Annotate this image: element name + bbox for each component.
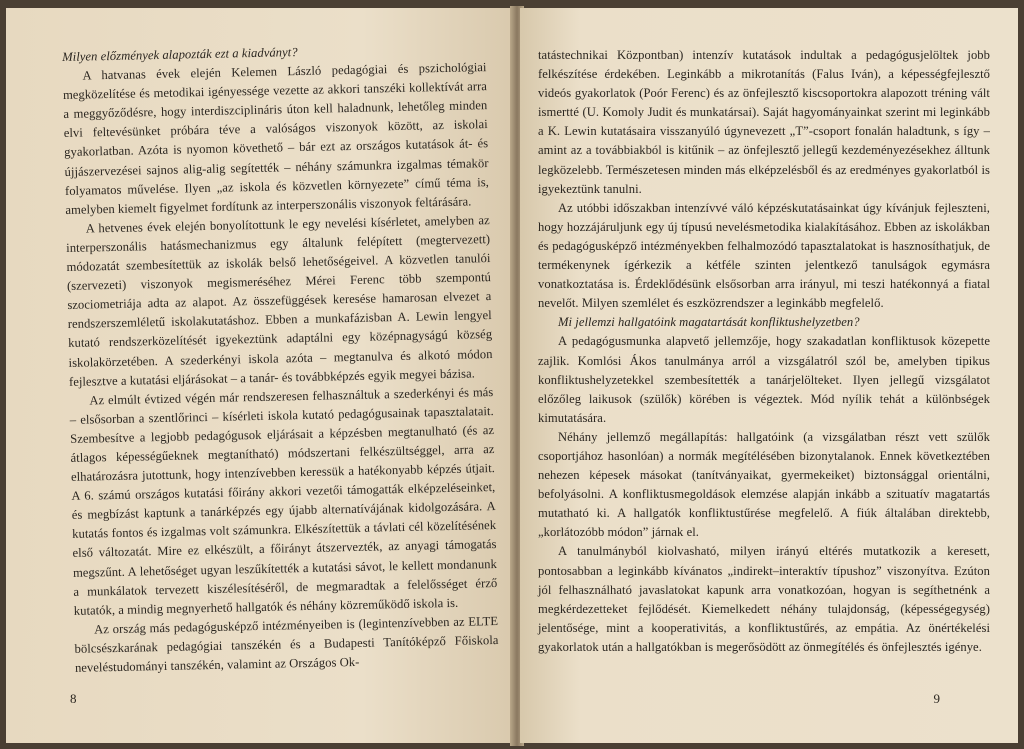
right-page-text <box>538 46 990 657</box>
paragraph: Az elmúlt évtized végén már rendszeresen felhasználtuk a szederkényi és más – elsősorban a szentlőrinci – kísérleti iskola kutató pedagógusainak tapasztalatait. Szembesítve a legjobb pedagógusok eljárásait a képzésben megtanulható (és az átlagos képességűeknek megtanítható) módszertani felkészültséggel, arra az elhatározásra jutottunk, hogy intenzívebben keressük a hatékonyabb képzés útjait. A 6. számú országos kutatási főirány akkori vezetői támogatták elképzeléseinket, és megbízást kaptunk a tanárképzés egy újabb alternatívájának kidolgozására. A kutatás fontos és izgalmas volt számunkra. Elkészítettük a távlati cél közelítésének első változatát. Mire ez elkészült, a főirányt átszervezték, az anyagi támogatás megszűnt. A lehetőséget ugyan leszűkítették a kutatási sávot, le kellett mondanunk a munkálatok tervezett kiszélesítéséről, de megmaradtak a felelősséget érző kutatók, a mindig megnyerhető hallgatók és néhány közreműködő iskola is. <box>69 384 498 618</box>
right-page <box>520 8 1018 743</box>
page-number: 9 <box>933 691 940 706</box>
section-subheading: Mi jellemzi hallgatóink magatartását konfliktushelyzetben? <box>558 315 860 330</box>
paragraph: Az utóbbi időszakban intenzívvé váló képzéskutatásainkat úgy kívánjuk fejleszteni, hogy hozzájáruljunk egy új típusú nevelésmetodika kialakításához. Ebben az iskolákban és pedagógusképző intézményekben felhalmozódó tapasztalatokat is hasznosíthatjuk, de termékenynek ígérkezik a kétféle szinten jelentkező tanulságok egymásra vonatkoztatása is. Érdeklődésünk elsősorban arra irányul, mi teszi hatékonnyá a fiatal nevelőt. Milyen szemlélet és eszközrendszer a leginkább megfelelő. <box>538 200 990 311</box>
paragraph: A tanulmányból kiolvasható, milyen irányú eltérés mutatkozik a keresett, pontosabban a leginkább kívánatos „indirekt–interaktív típushoz” viszonyítva. Ezúton jól felhasználható javaslatokat kapunk arra vonatkozóan, hogyan is segíthetnénk a megkérdezetteket fejlődését. Kiemelkedett néhány tulajdonság, (képességegység) jelentősége, mint a kooperativitás, a konfliktustűrés, az empátia. Az önértékelési gyakorlatok után a hallgatókban is megerősödött az önmegítélés és önfejlesztés igénye. <box>538 544 990 654</box>
paragraph: tatástechnikai Központban) intenzív kutatások indultak a pedagógusjelöltek jobb felkészítése érdekében. Leginkább a mikrotanítás (Falus Iván), a képességfejlesztő videós gyakorlatok (Poór Ferenc) és az önfejlesztő kiscsoportokra alapozott tréning vált ismertté (U. Komoly Judit és munkatársai). Saját hagyományainkat szerint mi leginkább a K. Lewin kutatásaira visszanyúló úgynevezett „T”-csoport fonalán haladtunk, s így – amint az a továbbiakból is kitűnik – az önfejlesztő jellegű kezdeményezésekhez álltunk legközelebb. Természetesen minden más elképzelésből és az eredményes gyakorlatból is igyekeztünk tanulni. <box>538 48 990 196</box>
paragraph: A hatvanas évek elején Kelemen László pedagógiai és pszichológiai megközelítése és metodikai igényessége vezette az akkori tanszéki kollektívát arra a meggyőződésre, hogy interdiszciplináris úton kell haladnunk, lehetőleg minden elvi feltevésünket próbára téve a valóságos viszonyok között, az iskolai gyakorlatban. Azóta is nyomon követhető – bár ezt az országos kutatások át- és újjászervezései sajnos alig-alig segítették – néhány számunkra izgalmas témakör folyamatos művelése. Ilyen „az iskola és közvetlen környezete” című téma is, amelyben kiemelt figyelmet fordítunk az interperszonális viszonyok feltárására. <box>62 60 490 217</box>
section-heading: Milyen előzmények alapozták ezt a kiadványt? <box>62 45 298 64</box>
paragraph: Az ország más pedagógusképző intézményeiben is (legintenzívebben az ELTE bölcsészkarának pedagógiai tanszékén és a Budapesti Tanítóképző Főiskola neveléstudományi tanszékén, valamint az Országos Ok- <box>74 613 499 675</box>
left-page-text <box>62 39 499 678</box>
paragraph: A hetvenes évek elején bonyolítottunk le egy nevelési kísérletet, amelyben az interperszonális hatásmechanizmus egy általunk felépített (megtervezett) módozatát szembesítettük az iskolák belső lehetőségeivel. A közvetlen tanulói (szervezeti) viszonyok megismeréséhez Mérei Ferenc több szempontú szociometriája adta az alapot. Az összefüggések keresése hamarosan elvezet a rendszerszemléletű iskolakutatáshoz. Ebben a munkafázisban A. Lewin lengyel kutató rendszerközelítését igyekeztünk adaptálni egy középnagyságú község iskolakörzetében. A szederkényi iskola azóta – megtanulva és alkotó módon fejlesztve a kutatási eljárásokat – a tanár- és továbbképzés egyik megyei bázisa. <box>66 212 493 389</box>
paragraph: A pedagógusmunka alapvető jellemzője, hogy szakadatlan konfliktusok közepette zajlik. Komlósi Ákos tanulmánya arról a vizsgálatról szól be, amelyben tipikus konfliktushelyzetekkel szembesítették a tanárjelölteket. Ilyen jellegű vizsgálatot előzőleg laikusok (szülők) körében is végeztek. Mód nyílik tehát a különbségek kimutatására. <box>538 334 990 425</box>
paragraph: Néhány jellemző megállapítás: hallgatóink (a vizsgálatban részt vett szülők csoportjához hasonlóan) a normák megítélésében bizonytalanok. Ennek következtében nehezen képesek másokat (tanítványaikat, gyermekeiket) biztonsággal orientálni, befolyásolni. A konfliktusmegoldások elemzése alapján inkább a szituatív magatartás mutatható ki. A hallgatók konfliktustűrése megfelelő. A fiúk általában direktebb, „korlátozóbb módon” járnak el. <box>538 429 990 540</box>
page-number: 8 <box>70 691 77 706</box>
left-page <box>6 8 516 743</box>
